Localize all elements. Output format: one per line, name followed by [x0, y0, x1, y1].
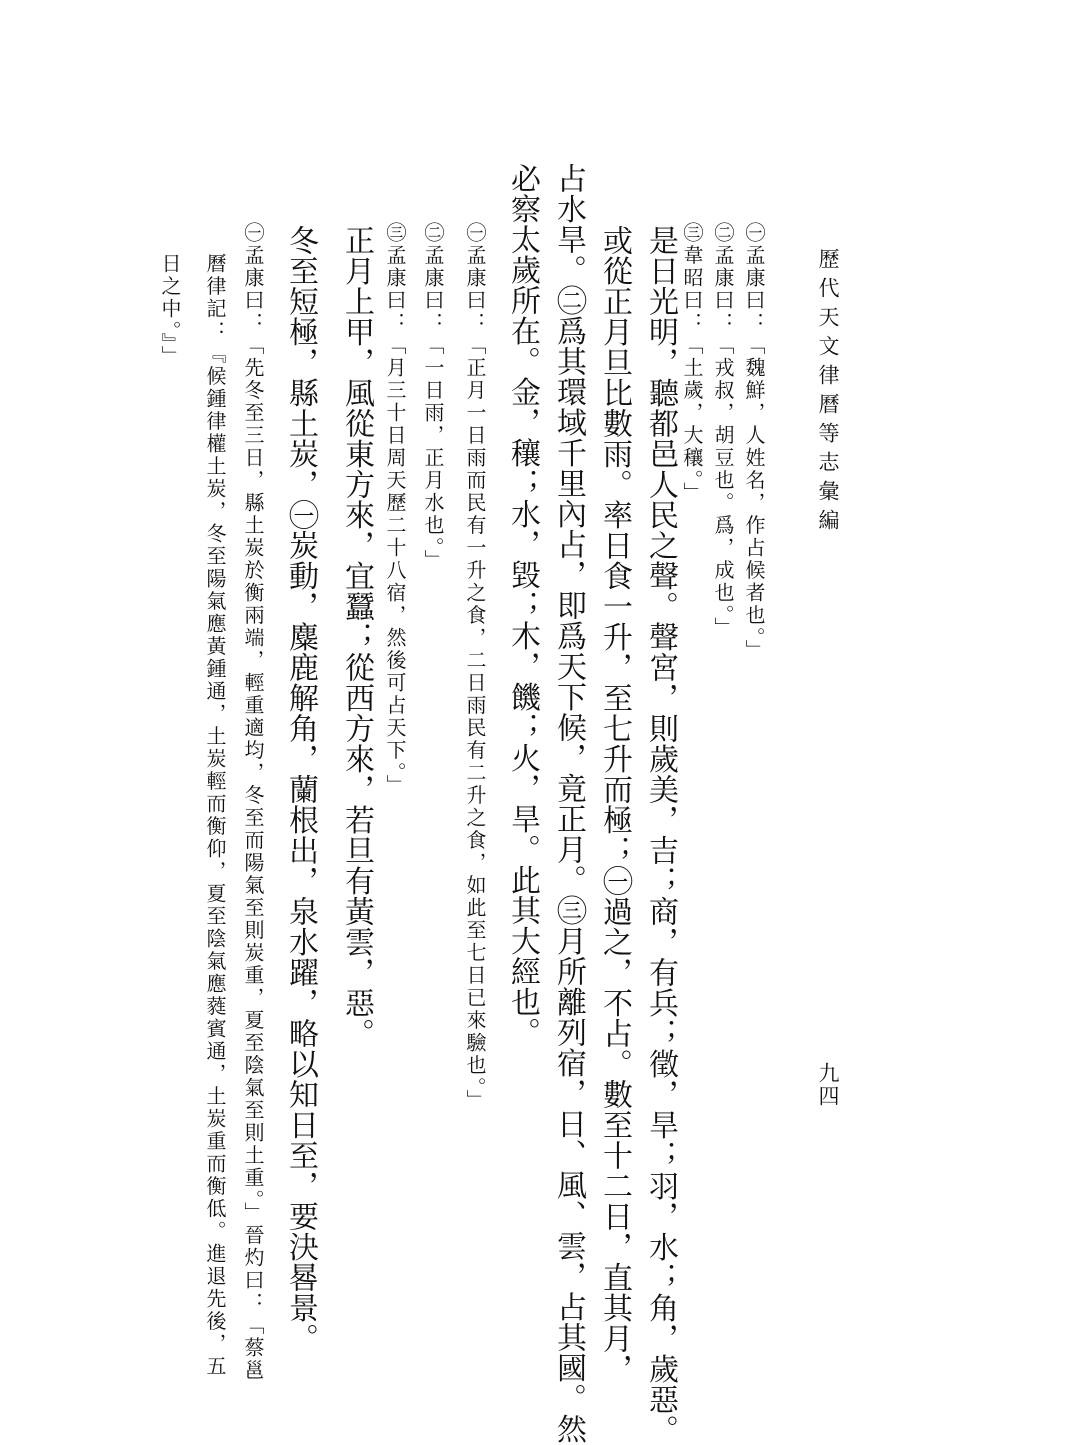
annotation-column: 曆律記：『候鍾律權土炭，冬至陽氣應黃鍾通，土炭輕而衡仰，夏至陰氣應蕤賓通，土炭重而衡低。進退先後，五: [203, 253, 227, 1378]
main-text-column: 是日光明，聽都邑人民之聲。聲宮，則歲美，吉；商，有兵；徵，旱；羽，水；角，歲惡。: [643, 225, 678, 1445]
annotation-column: 日之中。』」: [158, 253, 182, 368]
main-text-column: 冬至短極，縣土炭，㊀炭動，麋鹿解角，蘭根出，泉水躍，略以知日至，要決晷景。: [283, 225, 318, 1354]
annotation-column: ㊁孟康曰：「一日雨，正月水也。」: [421, 222, 445, 572]
main-text-column: 占水旱。㊁爲其環域千里內占，即爲天下候，竟正月。㊂月所離列宿，日、風、雲，占其國。然: [551, 163, 586, 1444]
book-title: 歷代天文律曆等志彙編: [816, 248, 840, 538]
main-text-column: 或從正月旦比數雨。率日食一升，至七升而極；㊀過之，不占。數至十二日，直其月，: [597, 225, 632, 1384]
page-number: 九四: [816, 1062, 840, 1108]
main-text-column: 必察太歲所在。金，穰；水，毀；木，饑；火，旱。此其大經也。: [505, 163, 540, 1048]
annotation-column: ㊀孟康曰：「魏鮮，人姓名，作占候者也。」: [742, 222, 766, 662]
annotation-column: ㊀孟康曰：「正月一日雨而民有一升之食，二日雨民有二升之食，如此至七日已來驗也。」: [463, 222, 487, 1112]
main-text-column: 正月上甲，風從東方來，宜蠶；從西方來，若旦有黃雲，惡。: [339, 225, 374, 1049]
annotation-column: ㊁孟康曰：「戎叔，胡豆也。爲，成也。」: [711, 222, 735, 640]
annotation-column: ㊂韋昭曰：「土歲，大穰。」: [680, 222, 704, 505]
annotation-column: ㊂孟康曰：「月三十日周天歷二十八宿，然後可占天下。」: [383, 222, 407, 797]
annotation-column: ㊀孟康曰：「先冬至三日，縣土炭於衡兩端，輕重適均，冬至而陽氣至則炭重，夏至陰氣至則土重。」晉灼曰：「蔡邕: [241, 222, 265, 1382]
